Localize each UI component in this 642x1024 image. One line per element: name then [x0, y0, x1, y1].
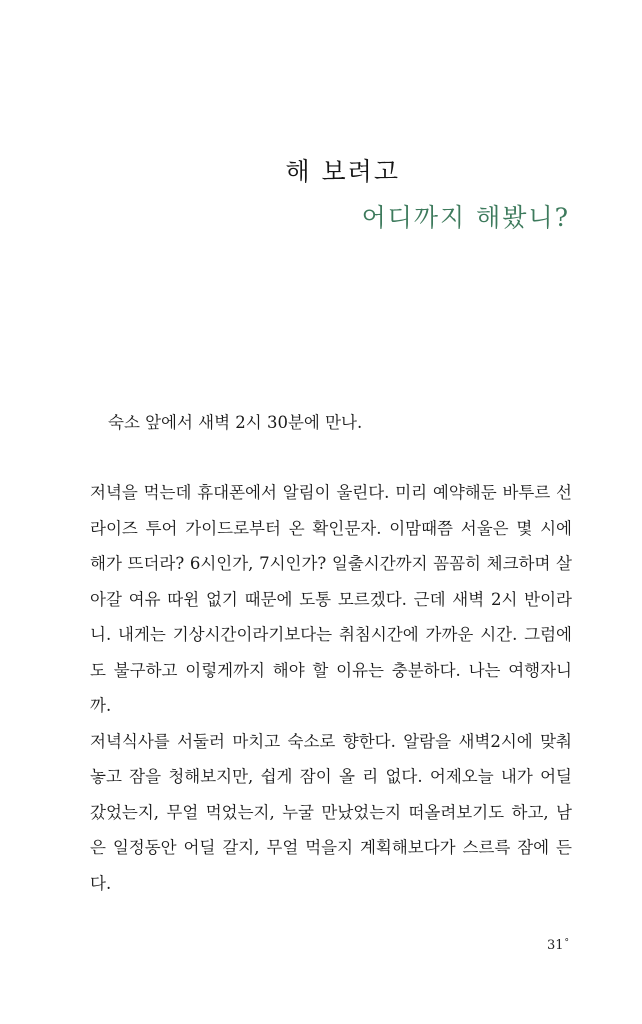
chapter-title: 해 보려고 [285, 157, 400, 186]
chapter-subtitle: 어디까지 해봤니? [361, 203, 570, 232]
intro-line: 숙소 앞에서 새벽 2시 30분에 만나. [108, 413, 363, 432]
body-text [90, 475, 572, 901]
page-number [547, 938, 569, 953]
intro-text [90, 405, 572, 441]
paragraph-2: 저녁식사를 서둘러 마치고 숙소로 향한다. 알람을 새벽2시에 맞춰놓고 잠을 청해보지만, 쉽게 잠이 올 리 없다. 어제오늘 내가 어딜 갔었는지, 무얼 먹었는지, 누굴 만났었는지 떠올려보기도 하고, 남은 일정동안 어딜 갈지, 무얼 먹을지 계획해보다가 스르륵 잠에 든다. [90, 731, 572, 893]
page-number-value: 31 [546, 938, 564, 953]
chapter-title-block [285, 152, 570, 234]
page-number-mark: ° [564, 938, 569, 948]
paragraph-1: 저녁을 먹는데 휴대폰에서 알림이 울린다. 미리 예약해둔 바투르 선라이즈 투어 가이드로부터 온 확인문자. 이맘때쯤 서울은 몇 시에 해가 뜨더라? 6시인가, 7시인가? 일출시간까지 꼼꼼히 체크하며 살아갈 여유 따윈 없기 때문에 도통 모르겠다. 근데 새벽 2시 반이라니. 내게는 기상시간이라기보다는 취침시간에 가까운 시간. 그럼에도 불구하고 이렇게까지 해야 할 이유는 충분하다. 나는 여행자니까. [90, 483, 572, 715]
